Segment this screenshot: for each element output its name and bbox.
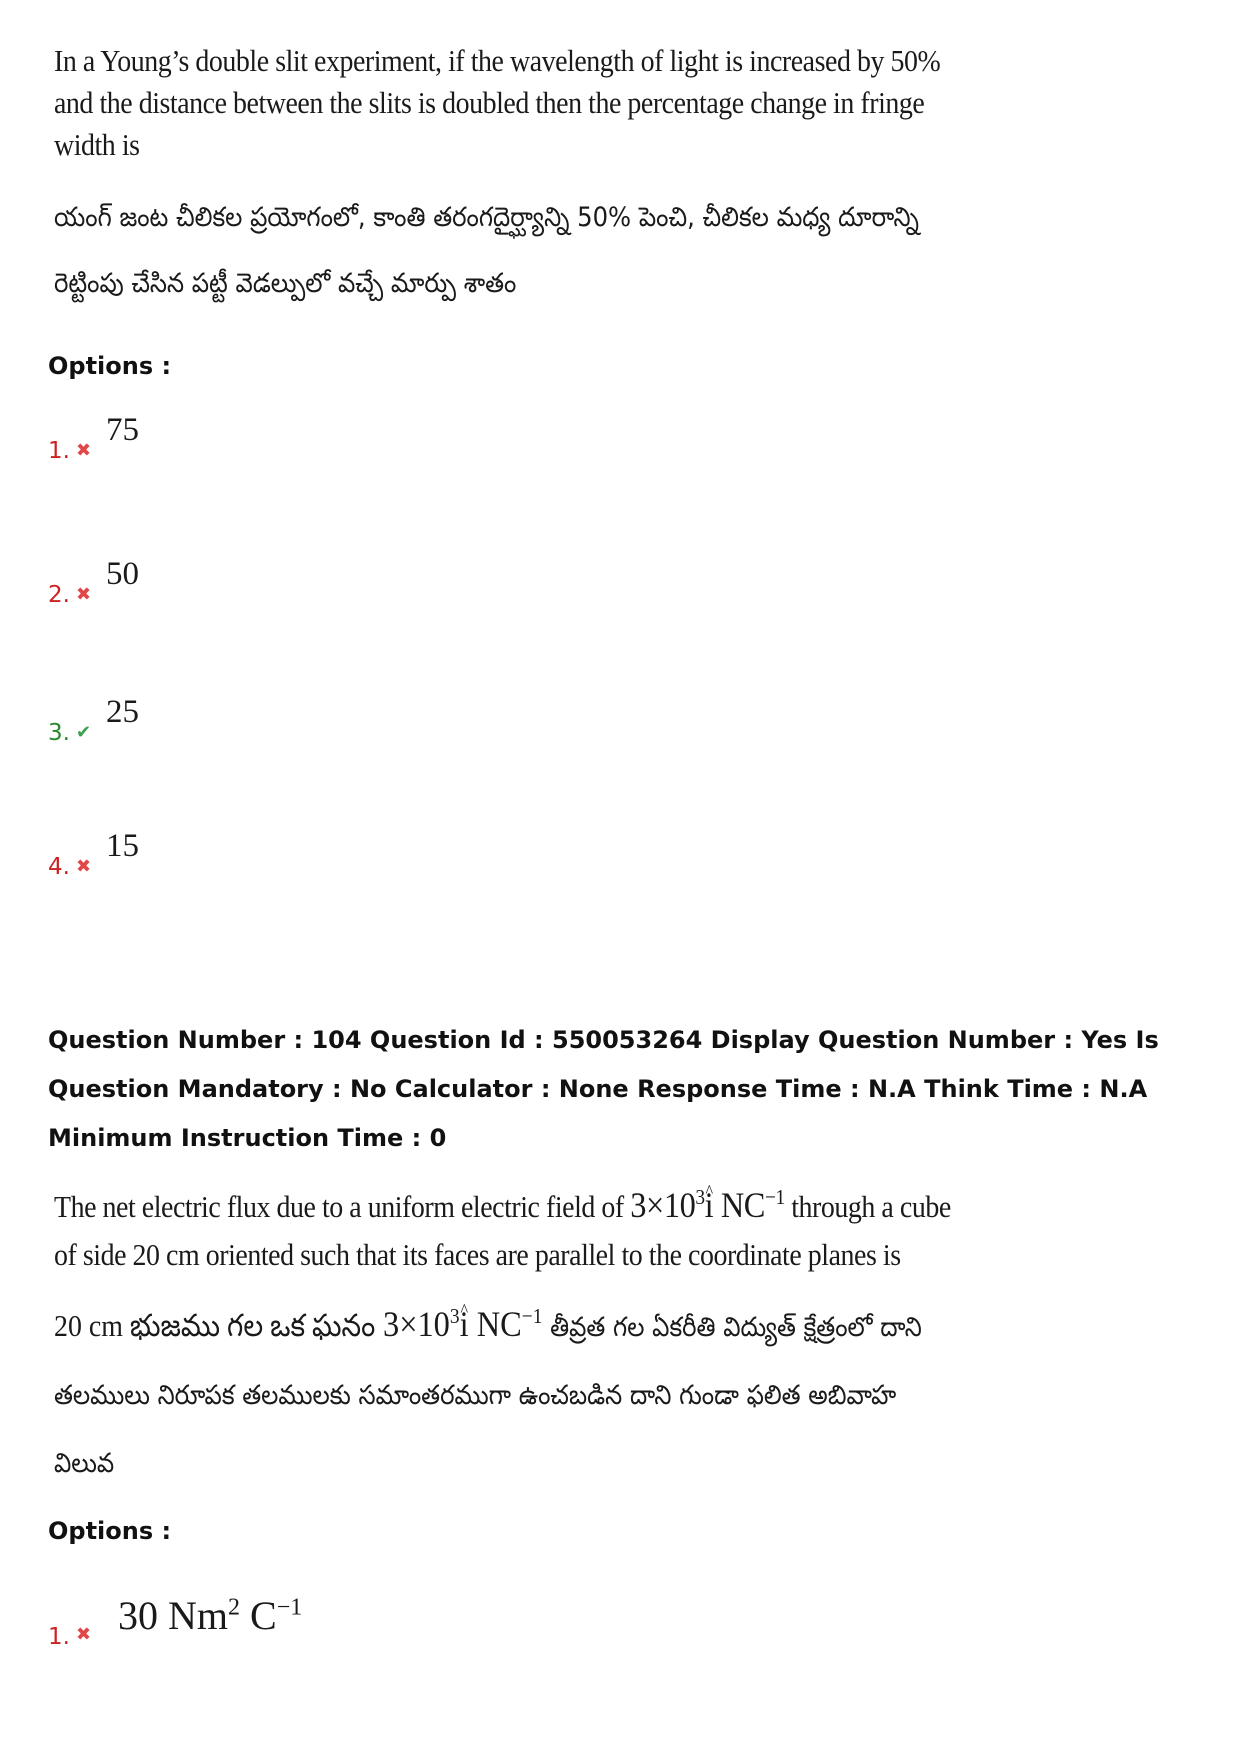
- field-exponent: 3: [449, 1304, 460, 1328]
- q103-option-4[interactable]: [48, 828, 139, 880]
- unit-vector-i: ^ i: [705, 1184, 714, 1226]
- field-coefficient: 3×10: [630, 1185, 696, 1225]
- field-coefficient: 3×10: [383, 1304, 450, 1344]
- option-value-unit-exponent: −1: [276, 1594, 303, 1621]
- q103-option-1[interactable]: [48, 412, 139, 464]
- option-number: 1.: [48, 438, 70, 464]
- cross-icon: ✖: [76, 856, 92, 877]
- q103-telugu-line: యంగ్ జంట చీలికల ప్రయోగంలో, కాంతి తరంగదైర్ఘ్యాన్ని 50% పెంచి, చీలికల మధ్య దూరాన్ని: [54, 202, 919, 233]
- option-value-main: 30 Nm: [118, 1593, 228, 1638]
- option-number: 1.: [48, 1624, 70, 1650]
- q104-options-label: Options :: [48, 1517, 172, 1545]
- option-value: 75: [106, 412, 139, 448]
- q104-telugu-line1: [54, 1296, 922, 1348]
- q104-english-text: [54, 1176, 951, 1276]
- q104-telugu-line1-post: తీవ్రత గల ఏకరీతి విద్యుత్ క్షేత్రంలో దాని: [542, 1312, 922, 1343]
- q103-english-line: In a Young’s double slit experiment, if the wavelength of light is increased by 50%: [54, 43, 941, 78]
- q103-english-line: and the distance between the slits is doubled then the percentage change in fringe: [54, 85, 925, 120]
- q104-english-line1-pre: The net electric flux due to a uniform electric field of: [54, 1189, 624, 1224]
- q103-english-text: [54, 40, 940, 166]
- unit-vector-i: ^ i: [460, 1304, 469, 1344]
- cross-icon: ✖: [76, 584, 92, 605]
- field-unit: NC: [713, 1185, 765, 1225]
- q104-field-expression: [630, 1185, 784, 1225]
- q103-telugu-line: రెట్టింపు చేసిన పట్టీ వెడల్పులో వచ్చే మార్పు శాతం: [54, 268, 517, 299]
- q104-telugu-line1-pre: 20 cm భుజము గల ఒక ఘనం: [54, 1308, 376, 1343]
- check-icon: ✔: [76, 722, 92, 743]
- q103-option-3[interactable]: [48, 694, 139, 746]
- cross-icon: ✖: [76, 440, 92, 461]
- option-value: 15: [106, 828, 139, 864]
- option-value-exponent: 2: [228, 1594, 240, 1621]
- field-unit-exponent: −1: [764, 1185, 785, 1209]
- q103-option-2[interactable]: [48, 556, 139, 608]
- q104-option-1[interactable]: [48, 1592, 302, 1650]
- cross-icon: ✖: [76, 1624, 92, 1645]
- option-number: 2.: [48, 582, 70, 608]
- option-number: 3.: [48, 720, 70, 746]
- field-unit: NC: [468, 1304, 522, 1344]
- field-unit-exponent: −1: [521, 1304, 543, 1328]
- q104-meta-info: Question Number : 104 Question Id : 550053264 Display Question Number : Yes Is Question Mandatory : No Calculator : None Response Time : N.A Think Time : N.A Minimum Instruction Time : 0: [48, 1026, 1159, 1152]
- q103-options-label: Options :: [48, 352, 172, 380]
- q104-telugu-line2: తలములు నిరూపక తలములకు సమాంతరముగా ఉంచబడిన దాని గుండా ఫలిత అబివాహ: [54, 1380, 897, 1411]
- q104-english-line1: [54, 1176, 951, 1228]
- option-value-unit: C: [240, 1593, 277, 1638]
- q104-telugu-line3: విలువ: [54, 1448, 115, 1479]
- q104-english-line1-post: through a cube: [784, 1189, 951, 1224]
- option-value: 50: [106, 556, 139, 592]
- q104-telugu-field-expression: [383, 1304, 542, 1344]
- option-value: [118, 1592, 302, 1639]
- field-exponent: 3: [695, 1185, 705, 1209]
- q103-english-line: width is: [54, 127, 140, 162]
- q104-english-line2: of side 20 cm oriented such that its faces are parallel to the coordinate planes is: [54, 1237, 901, 1272]
- option-number: 4.: [48, 854, 70, 880]
- option-value: 25: [106, 694, 139, 730]
